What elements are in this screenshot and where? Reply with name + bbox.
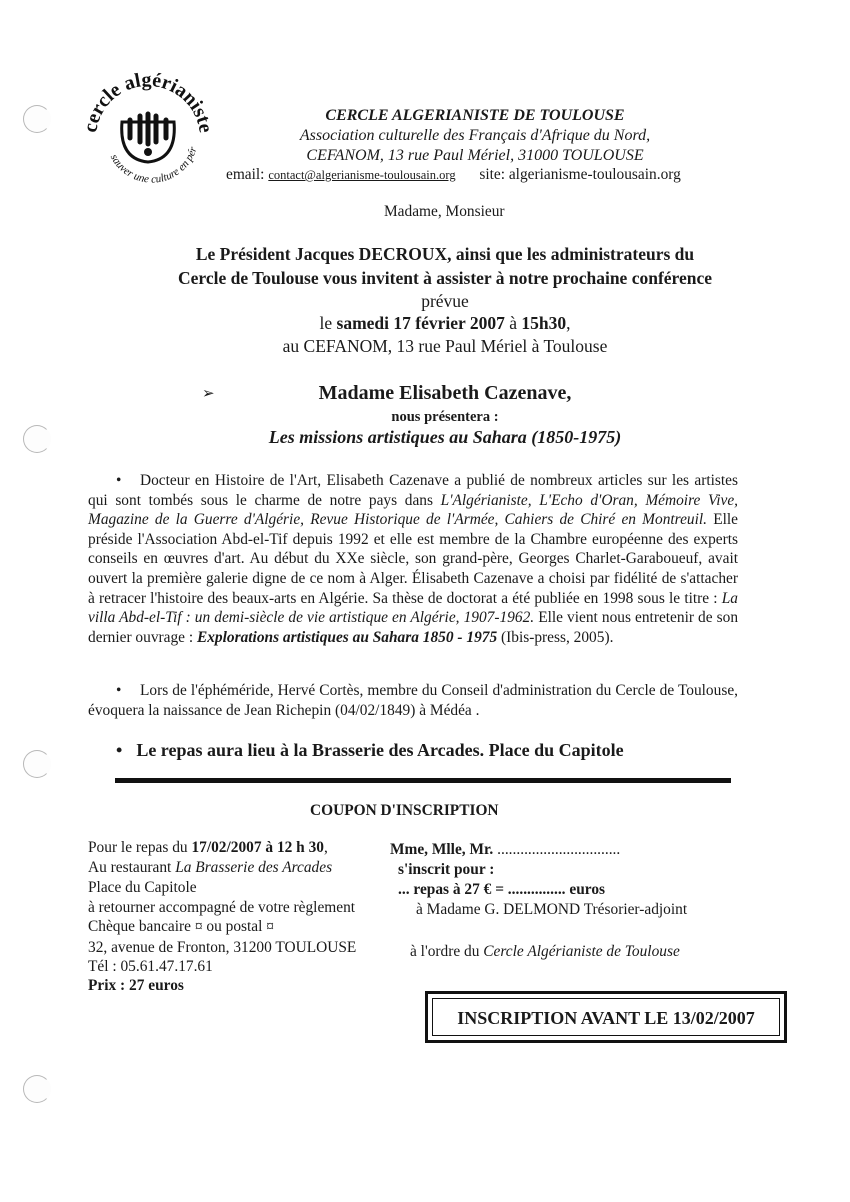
org-name: CERCLE ALGERIANISTE DE TOULOUSE bbox=[325, 107, 625, 124]
bio-paragraph: • Docteur en Histoire de l'Art, Elisabeth Cazenave a publié de nombreux articles sur les artistes qui sont tombés sous le charme de notre pays dans L'Algérianiste, L'Echo d'Oran, Mémoire Vive, Magazine de la Guerre d'Algérie, Revue Historique de l'Armée, Cahiers de Chiré en Montreuil. Elle préside l'Association Abd-el-Tif depuis 1992 et elle est membre de la Chambre européenne des experts conseils en œuvres d'art. Au début du XXe siècle, son grand-père, Georges Charlet-Garaboueuf, avait ouvert la première galerie digne de ce nom à Alger. Élisabeth Cazenave a choisi par fidélité de s'attacher à retracer l'histoire des beaux-arts en Algérie. Sa thèse de doctorat a été publiée en 1998 sous le titre : La villa Abd-el-Tif : un demi-siècle de vie artistique en Algérie, 1907-1962. Elle vient nous entretenir de son dernier ouvrage : Explorations artistiques au Sahara 1850 - 1975 (Ibis-press, 2005). bbox=[88, 472, 739, 646]
publications: L'Algérianiste, L'Echo d'Oran, Mémoire Vive, Magazine de la Guerre d'Algérie, Revue Historique de l'Armée, Cahiers de Chiré en Montreuil. bbox=[88, 491, 739, 529]
cercle-algerianiste-logo bbox=[68, 60, 228, 200]
invitation-line-1: Le Président Jacques DECROUX, ainsi que les administrateurs du bbox=[195, 244, 695, 264]
name-field[interactable]: Mme, Mlle, Mr. ................................ bbox=[390, 841, 621, 858]
coupon-left-address: 32, avenue de Fronton, 31200 TOULOUSE bbox=[88, 939, 357, 956]
thesis-title: La villa Abd-el-Tif : un demi-siècle de vie artistique en Algérie, 1907-1962. bbox=[88, 589, 738, 627]
repas-announcement: • Le repas aura lieu à la Brasserie des Arcades. Place du Capitole bbox=[116, 740, 624, 760]
payee-line: à l'ordre du Cercle Algérianiste de Toulouse bbox=[410, 943, 680, 960]
coupon-title: COUPON D'INSCRIPTION bbox=[310, 802, 499, 819]
inscription-label: s'inscrit pour : bbox=[398, 861, 495, 878]
coupon-left-line-3: Place du Capitole bbox=[88, 879, 197, 896]
section-divider bbox=[115, 778, 731, 783]
bullet-icon: • bbox=[116, 472, 122, 489]
book-title: Explorations artistiques au Sahara 1850 - 1975 bbox=[196, 628, 498, 646]
site-link[interactable]: algerianisme-toulousain.org bbox=[508, 166, 681, 183]
coupon-left-price: Prix : 27 euros bbox=[88, 977, 184, 994]
coupon-left-line-4: à retourner accompagné de votre règlement bbox=[88, 899, 356, 916]
invitation-line-3: prévue bbox=[421, 291, 469, 311]
talk-title: Les missions artistiques au Sahara (1850-1975) bbox=[268, 427, 622, 447]
email-label: email: bbox=[226, 166, 265, 183]
coupon-left-line-1: Pour le repas du 17/02/2007 à 12 h 30, bbox=[88, 839, 328, 856]
bullet-icon: • bbox=[116, 740, 123, 760]
email-link[interactable]: contact@algerianisme-toulousain.org bbox=[268, 168, 456, 182]
invitation-date-line: le samedi 17 février 2007 à 15h30, bbox=[319, 313, 571, 333]
coupon-left-line-2: Au restaurant La Brasserie des Arcades bbox=[88, 859, 333, 876]
punch-hole bbox=[23, 750, 51, 778]
arrow-bullet-icon: ➢ bbox=[202, 386, 215, 402]
checkbox-cheque-bancaire[interactable]: ¤ bbox=[194, 918, 203, 935]
checkbox-cheque-postal[interactable]: ¤ bbox=[266, 918, 274, 935]
event-date: samedi 17 février 2007 bbox=[336, 313, 505, 333]
treasurer-line: à Madame G. DELMOND Trésorier-adjoint bbox=[416, 901, 688, 918]
punch-hole bbox=[23, 105, 51, 133]
deadline-text: INSCRIPTION AVANT LE 13/02/2007 bbox=[457, 1008, 755, 1028]
speaker-name: Madame Elisabeth Cazenave, bbox=[318, 382, 572, 404]
event-time: 15h30 bbox=[521, 313, 567, 333]
speaker-presents: nous présentera : bbox=[391, 409, 499, 425]
contact-line bbox=[226, 166, 681, 184]
deadline-box bbox=[425, 991, 787, 1043]
logo-arc-bottom: sauver une culture en pér bbox=[107, 145, 200, 186]
coupon-left-phone: Tél : 05.61.47.17.61 bbox=[88, 958, 213, 975]
site-label: site: bbox=[479, 166, 505, 183]
ephemeride-paragraph: • Lors de l'éphéméride, Hervé Cortès, membre du Conseil d'administration du Cercle de Toulouse, évoquera la naissance de Jean Richepin (04/02/1849) à Médéa . bbox=[88, 682, 738, 719]
bullet-icon: • bbox=[116, 682, 122, 699]
org-address: CEFANOM, 13 rue Paul Mériel, 31000 TOULOUSE bbox=[306, 147, 644, 164]
meal-count-field[interactable]: ... repas à 27 € = ............... euros bbox=[398, 881, 605, 898]
punch-hole bbox=[23, 425, 51, 453]
invitation-line-2: Cercle de Toulouse vous invitent à assister à notre prochaine conférence bbox=[177, 268, 713, 288]
salutation: Madame, Monsieur bbox=[384, 203, 505, 220]
payment-method: Chèque bancaire ¤ ou postal ¤ bbox=[88, 918, 274, 935]
invitation-location: au CEFANOM, 13 rue Paul Mériel à Toulouse bbox=[282, 336, 608, 356]
logo-arc-top: cercle algérianiste bbox=[79, 68, 217, 135]
org-subtitle: Association culturelle des Français d'Afrique du Nord, bbox=[299, 127, 651, 144]
punch-hole bbox=[23, 1075, 51, 1103]
